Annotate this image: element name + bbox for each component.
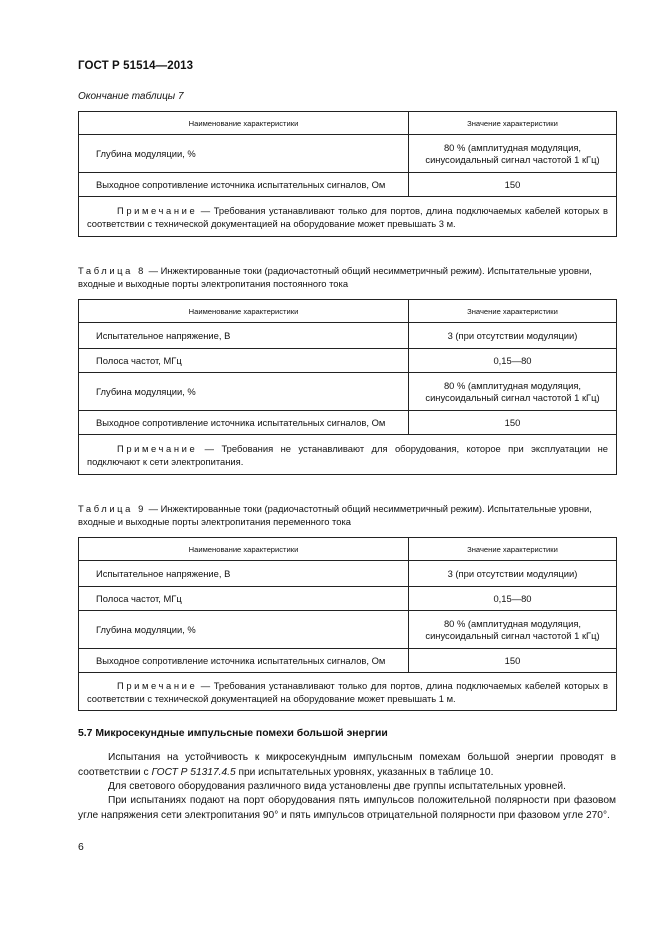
row-value-line: синусоидальный сигнал частотой 1 кГц) bbox=[425, 391, 600, 403]
note-text: — Требования не устанавливают для оборудования, которое при эксплуатации не подключают к сети электропитания. bbox=[87, 442, 608, 467]
row-value-line: 80 % (амплитудная модуляция, bbox=[443, 379, 582, 391]
row-value-line: 80 % (амплитудная модуляция, bbox=[443, 141, 582, 153]
table-row bbox=[79, 611, 617, 649]
row-value: 3 (при отсутствии модуляции) bbox=[409, 561, 617, 587]
caption-text: — Инжектированные токи (радиочастотный общий несимметричный режим). Испытательные уровни, входные и выходные порты электропитания переменного тока bbox=[78, 503, 592, 527]
row-value bbox=[409, 611, 617, 649]
row-name: Выходное сопротивление источника испытательных сигналов, Ом bbox=[79, 411, 409, 435]
table-note bbox=[79, 673, 617, 711]
table-row bbox=[79, 349, 617, 373]
document-header: ГОСТ Р 51514—2013 bbox=[78, 60, 194, 72]
table-note bbox=[79, 435, 617, 475]
note-text: — Требования устанавливают только для портов, длина подключаемых кабелей которых в соответствии с технической документацией на оборудование может превышать 3 м. bbox=[87, 204, 608, 229]
table-row bbox=[79, 373, 617, 411]
row-name: Глубина модуляции, % bbox=[79, 611, 409, 649]
row-name: Полоса частот, МГц bbox=[79, 349, 409, 373]
table-8 bbox=[78, 299, 617, 475]
row-value: 3 (при отсутствии модуляции) bbox=[409, 323, 617, 349]
row-name: Выходное сопротивление источника испытательных сигналов, Ом bbox=[79, 173, 409, 197]
column-header-name: Наименование характеристики bbox=[79, 538, 409, 561]
table-note bbox=[79, 197, 617, 237]
table-row bbox=[79, 411, 617, 435]
table-row bbox=[79, 649, 617, 673]
table-9 bbox=[78, 537, 617, 711]
table-7 bbox=[78, 111, 617, 237]
column-header-value: Значение характеристики bbox=[409, 538, 617, 561]
row-value-line: синусоидальный сигнал частотой 1 кГц) bbox=[425, 153, 600, 165]
row-value: 0,15—80 bbox=[409, 587, 617, 611]
row-value bbox=[409, 135, 617, 173]
table-continuation-label: Окончание таблицы 7 bbox=[78, 91, 184, 102]
table-header-row bbox=[79, 538, 617, 561]
row-name: Глубина модуляции, % bbox=[79, 135, 409, 173]
table-header-row bbox=[79, 300, 617, 323]
table-9-caption bbox=[78, 502, 616, 528]
row-name: Полоса частот, МГц bbox=[79, 587, 409, 611]
standard-reference: ГОСТ Р 51317.4.5 bbox=[151, 766, 236, 778]
column-header-value: Значение характеристики bbox=[409, 300, 617, 323]
row-name: Выходное сопротивление источника испытательных сигналов, Ом bbox=[79, 649, 409, 673]
paragraph-text: при испытательных уровнях, указанных в таблице 10. bbox=[235, 766, 494, 778]
row-name: Испытательное напряжение, В bbox=[79, 323, 409, 349]
table-row bbox=[79, 587, 617, 611]
row-name: Испытательное напряжение, В bbox=[79, 561, 409, 587]
table-note-row bbox=[79, 197, 617, 237]
paragraph: Для светового оборудования различного вида установлены две группы испытательных уровней. bbox=[108, 781, 566, 792]
row-value: 150 bbox=[409, 173, 617, 197]
table-row bbox=[79, 135, 617, 173]
row-value bbox=[409, 373, 617, 411]
row-value-line: синусоидальный сигнал частотой 1 кГц) bbox=[425, 629, 600, 641]
table-row bbox=[79, 173, 617, 197]
page-number: 6 bbox=[78, 842, 84, 853]
table-note-row bbox=[79, 435, 617, 475]
table-row bbox=[79, 561, 617, 587]
paragraph: При испытаниях подают на порт оборудования пять импульсов положительной полярности при фазовом угле напряжения сети электропитания 90° и пять импульсов отрицательной полярности при фазовом угле 270°. bbox=[78, 795, 616, 821]
column-header-name: Наименование характеристики bbox=[79, 300, 409, 323]
note-label: Примечание bbox=[117, 679, 198, 691]
column-header-name: Наименование характеристики bbox=[79, 112, 409, 135]
paragraph bbox=[78, 751, 616, 780]
section-title: 5.7 Микросекундные импульсные помехи большой энергии bbox=[78, 728, 388, 739]
row-value: 150 bbox=[409, 411, 617, 435]
row-value: 150 bbox=[409, 649, 617, 673]
table-header-row bbox=[79, 112, 617, 135]
note-text: — Требования устанавливают только для портов, длина подключаемых кабелей которых в соответствии с технической документацией на оборудование может превышать 1 м. bbox=[87, 679, 608, 704]
row-value: 0,15—80 bbox=[409, 349, 617, 373]
table-note-row bbox=[79, 673, 617, 711]
note-label: Примечание bbox=[117, 204, 198, 216]
caption-label: Таблица 8 bbox=[78, 265, 146, 276]
caption-text: — Инжектированные токи (радиочастотный общий несимметричный режим). Испытательные уровни, входные и выходные порты электропитания постоянного тока bbox=[78, 265, 592, 289]
row-value-line: 80 % (амплитудная модуляция, bbox=[443, 617, 582, 629]
row-name: Глубина модуляции, % bbox=[79, 373, 409, 411]
caption-label: Таблица 9 bbox=[78, 503, 146, 514]
table-8-caption bbox=[78, 264, 616, 290]
note-label: Примечание bbox=[117, 442, 198, 454]
column-header-value: Значение характеристики bbox=[409, 112, 617, 135]
table-row bbox=[79, 323, 617, 349]
paragraph-text: Испытания на устойчивость к микросекундным импульсным помехам большой энергии проводят в соответствии с bbox=[78, 752, 616, 778]
